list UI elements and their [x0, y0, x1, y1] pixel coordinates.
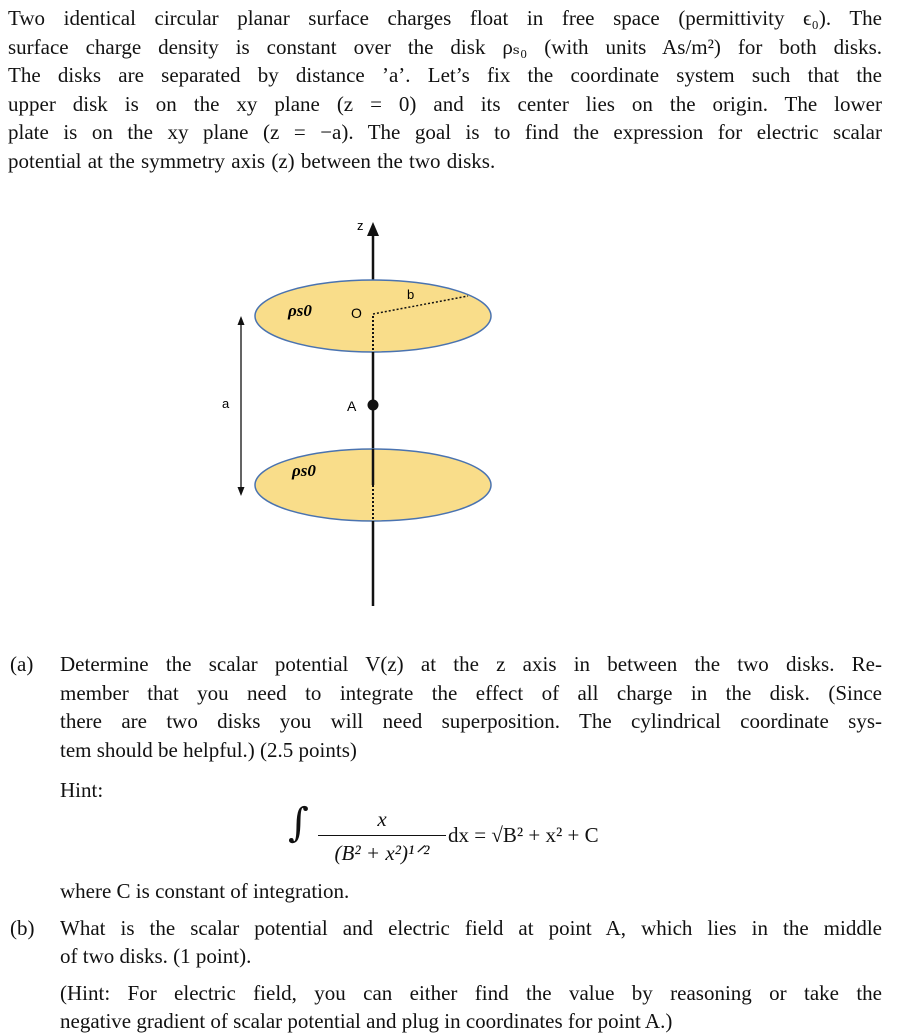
formula-denominator: (B² + x²)¹ᐟ²: [334, 840, 430, 865]
formula-numerator: x: [377, 806, 387, 831]
z-axis-label: z: [357, 218, 364, 233]
part-b-hint-line: negative gradient of scalar potential and plug in coordinates for point A.): [60, 1009, 673, 1034]
two-disk-figure: [200, 210, 520, 620]
separation-arrowhead-bottom: [238, 487, 245, 496]
formula-fraction: [318, 805, 446, 868]
integral-sign: ∫: [288, 799, 309, 846]
z-axis-arrowhead: [367, 222, 379, 236]
point-a-label: A: [347, 398, 357, 414]
separation-arrowhead-top: [238, 316, 245, 325]
part-a-label: (a): [10, 652, 34, 676]
intro-paragraph: [8, 4, 882, 176]
hint-formula: [60, 799, 882, 877]
part-a-line: Determine the scalar potential V(z) at the z axis in between the two disks. Re-: [60, 652, 882, 676]
intro-line: The disks are separated by distance ’a’. Let’s fix the coordinate system such that the: [8, 63, 882, 88]
part-b-line: of two disks. (1 point).: [60, 944, 252, 969]
part-a: [10, 650, 882, 906]
part-b: [10, 914, 882, 1036]
lower-disk-charge-label: ρs0: [292, 461, 316, 480]
part-a-line: tem should be helpful.) (2.5 points): [60, 737, 357, 762]
formula-rhs: dx = √B² + x² + C: [448, 822, 599, 847]
intro-line: plate is on the xy plane (z = −a). The goal is to find the expression for electric scalar: [8, 120, 882, 145]
intro-line: Two identical circular planar surface charges float in free space (permittivity ϵ₀). The: [8, 6, 882, 30]
part-b-line: What is the scalar potential and electric field at point A, which lies in the middle: [60, 915, 882, 940]
part-a-line: there are two disks you will need superposition. The cylindrical coordinate sys-: [60, 709, 882, 734]
part-a-line: member that you need to integrate the effect of all charge in the disk. (Since: [60, 680, 882, 705]
part-b-hint-line: (Hint: For electric field, you can either find the value by reasoning or take the: [60, 980, 882, 1005]
upper-disk-charge-label: ρs0: [288, 301, 312, 320]
radius-label: b: [407, 287, 415, 302]
part-b-hint: [60, 979, 882, 1036]
intro-line: upper disk is on the xy plane (z = 0) and its center lies on the origin. The lower: [8, 91, 882, 116]
origin-label: O: [351, 305, 362, 321]
fraction-bar: [318, 835, 446, 836]
intro-line: surface charge density is constant over the disk ρₛ₀ (with units As/m²) for both disks.: [8, 34, 882, 59]
question-parts: [10, 650, 882, 1036]
part-b-label: (b): [10, 915, 35, 940]
part-a-hint-label: Hint:: [60, 778, 104, 803]
separation-label: a: [222, 396, 230, 411]
after-formula-text: where C is constant of integration.: [60, 878, 350, 903]
point-a-marker: [368, 400, 379, 411]
intro-line: potential at the symmetry axis (z) between the two disks.: [8, 148, 496, 173]
